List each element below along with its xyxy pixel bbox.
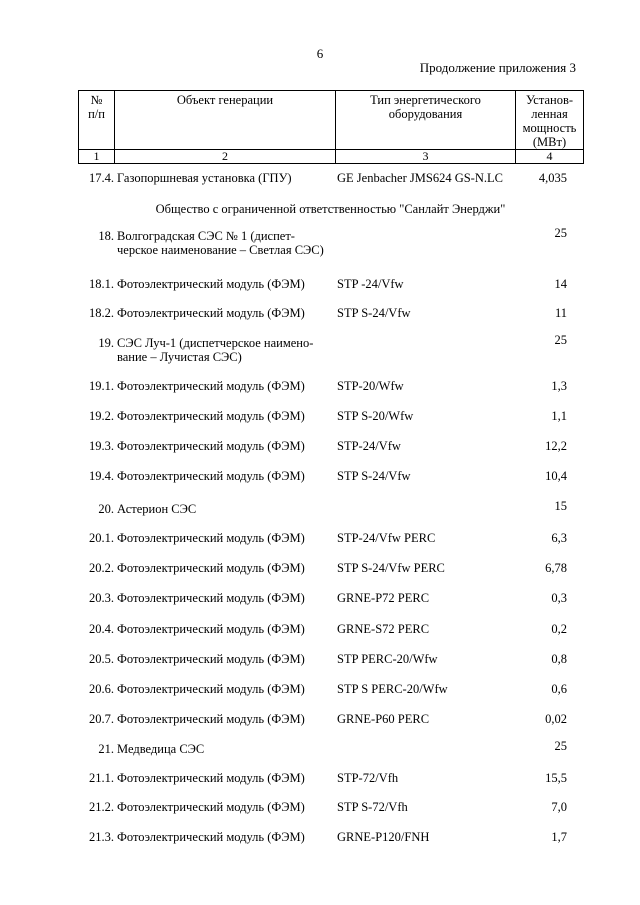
row-capacity: 1,1 bbox=[551, 409, 567, 423]
row-number: 18.1. bbox=[89, 277, 114, 291]
row-capacity: 0,3 bbox=[551, 591, 567, 605]
row-equipment-type: STP S PERC-20/Wfw bbox=[337, 682, 448, 696]
row-equipment-type: STP-20/Wfw bbox=[337, 379, 404, 393]
row-capacity: 0,2 bbox=[551, 622, 567, 636]
row-object-name: Фотоэлектрический модуль (ФЭМ) bbox=[117, 830, 305, 844]
row-equipment-type: STP S-24/Vfw bbox=[337, 306, 411, 320]
row-equipment-type: GRNE-P120/FNH bbox=[337, 830, 430, 844]
column-number-3: 3 bbox=[336, 150, 516, 164]
row-number: 20.1. bbox=[89, 531, 114, 545]
row-capacity: 14 bbox=[554, 277, 567, 291]
row-object-name: Фотоэлектрический модуль (ФЭМ) bbox=[117, 771, 305, 785]
row-equipment-type: GE Jenbacher JMS624 GS-N.LC bbox=[337, 171, 503, 185]
row-number: 17.4. bbox=[89, 171, 114, 185]
row-equipment-type: STP PERC-20/Wfw bbox=[337, 652, 438, 666]
row-capacity: 25 bbox=[554, 226, 567, 240]
row-object-name: Фотоэлектрический модуль (ФЭМ) bbox=[117, 652, 305, 666]
row-number: 20.5. bbox=[89, 652, 114, 666]
row-number: 19.4. bbox=[89, 469, 114, 483]
row-number: 19.3. bbox=[89, 439, 114, 453]
row-object-name: Фотоэлектрический модуль (ФЭМ) bbox=[117, 409, 305, 423]
row-equipment-type: STP-24/Vfw PERC bbox=[337, 531, 436, 545]
page-number: 6 bbox=[316, 46, 324, 61]
row-object-name: Фотоэлектрический модуль (ФЭМ) bbox=[117, 800, 305, 814]
row-equipment-type: STP S-72/Vfh bbox=[337, 800, 408, 814]
row-number: 20.6. bbox=[89, 682, 114, 696]
row-object-name: Фотоэлектрический модуль (ФЭМ) bbox=[117, 439, 305, 453]
row-object-name: Фотоэлектрический модуль (ФЭМ) bbox=[117, 561, 305, 575]
row-equipment-type: STP S-24/Vfw bbox=[337, 469, 411, 483]
header-number: № п/п bbox=[79, 91, 115, 150]
row-capacity: 1,3 bbox=[551, 379, 567, 393]
row-capacity: 6,78 bbox=[545, 561, 567, 575]
row-capacity: 15,5 bbox=[545, 771, 567, 785]
row-object-name: Астерион СЭС bbox=[117, 502, 197, 516]
row-number: 20.4. bbox=[89, 622, 114, 636]
row-object-name: Фотоэлектрический модуль (ФЭМ) bbox=[117, 591, 305, 605]
row-equipment-type: GRNE-P72 PERC bbox=[337, 591, 430, 605]
row-equipment-type: STP-72/Vfh bbox=[337, 771, 399, 785]
row-number: 18. bbox=[98, 229, 114, 243]
column-number-2: 2 bbox=[115, 150, 336, 164]
row-number: 19.1. bbox=[89, 379, 114, 393]
row-capacity: 0,6 bbox=[551, 682, 567, 696]
row-capacity: 4,035 bbox=[538, 171, 567, 185]
row-equipment-type: STP-24/Vfw bbox=[337, 439, 401, 453]
row-equipment-type: STP S-24/Vfw PERC bbox=[337, 561, 445, 575]
row-number: 20.3. bbox=[89, 591, 114, 605]
row-object-name: Фотоэлектрический модуль (ФЭМ) bbox=[117, 682, 305, 696]
row-number: 19. bbox=[98, 336, 114, 350]
row-object-name: Фотоэлектрический модуль (ФЭМ) bbox=[117, 622, 305, 636]
row-object-name: Волгоградская СЭС № 1 (диспет- черское наименование – Светлая СЭС) bbox=[117, 229, 324, 257]
row-number: 20. bbox=[98, 502, 114, 516]
row-object-name: СЭС Луч-1 (диспетчерское наимено- вание – Лучистая СЭС) bbox=[117, 336, 314, 364]
row-capacity: 11 bbox=[554, 306, 567, 320]
row-capacity: 7,0 bbox=[551, 800, 567, 814]
row-capacity: 12,2 bbox=[545, 439, 567, 453]
row-capacity: 1,7 bbox=[551, 830, 567, 844]
row-object-name: Медведица СЭС bbox=[117, 742, 205, 756]
row-object-name: Фотоэлектрический модуль (ФЭМ) bbox=[117, 469, 305, 483]
row-capacity: 6,3 bbox=[551, 531, 567, 545]
row-number: 21. bbox=[98, 742, 114, 756]
table-header bbox=[78, 90, 584, 164]
row-object-name: Фотоэлектрический модуль (ФЭМ) bbox=[117, 712, 305, 726]
row-equipment-type: STP S-20/Wfw bbox=[337, 409, 414, 423]
column-number-1: 1 bbox=[79, 150, 115, 164]
row-object-name: Газопоршневая установка (ГПУ) bbox=[117, 171, 292, 185]
row-equipment-type: STP -24/Vfw bbox=[337, 277, 404, 291]
row-capacity: 10,4 bbox=[545, 469, 567, 483]
row-capacity: 0,02 bbox=[545, 712, 567, 726]
row-number: 20.2. bbox=[89, 561, 114, 575]
column-number-4: 4 bbox=[516, 150, 584, 164]
row-capacity: 0,8 bbox=[551, 652, 567, 666]
row-number: 21.1. bbox=[89, 771, 114, 785]
row-capacity: 15 bbox=[554, 499, 567, 513]
header-object: Объект генерации bbox=[115, 91, 336, 150]
row-number: 18.2. bbox=[89, 306, 114, 320]
row-object-name: Фотоэлектрический модуль (ФЭМ) bbox=[117, 531, 305, 545]
header-capacity: Установ- ленная мощность (МВт) bbox=[516, 91, 584, 150]
row-capacity: 25 bbox=[554, 739, 567, 753]
row-number: 21.2. bbox=[89, 800, 114, 814]
row-capacity: 25 bbox=[554, 333, 567, 347]
org-heading: Общество с ограниченной ответственностью "Санлайт Энерджи" bbox=[155, 202, 506, 216]
row-object-name: Фотоэлектрический модуль (ФЭМ) bbox=[117, 379, 305, 393]
row-number: 20.7. bbox=[89, 712, 114, 726]
continuation-label: Продолжение приложения 3 bbox=[419, 60, 576, 75]
row-object-name: Фотоэлектрический модуль (ФЭМ) bbox=[117, 277, 305, 291]
row-number: 19.2. bbox=[89, 409, 114, 423]
row-equipment-type: GRNE-P60 PERC bbox=[337, 712, 430, 726]
row-equipment-type: GRNE-S72 PERC bbox=[337, 622, 430, 636]
row-object-name: Фотоэлектрический модуль (ФЭМ) bbox=[117, 306, 305, 320]
row-number: 21.3. bbox=[89, 830, 114, 844]
header-equipment: Тип энергетического оборудования bbox=[336, 91, 516, 150]
